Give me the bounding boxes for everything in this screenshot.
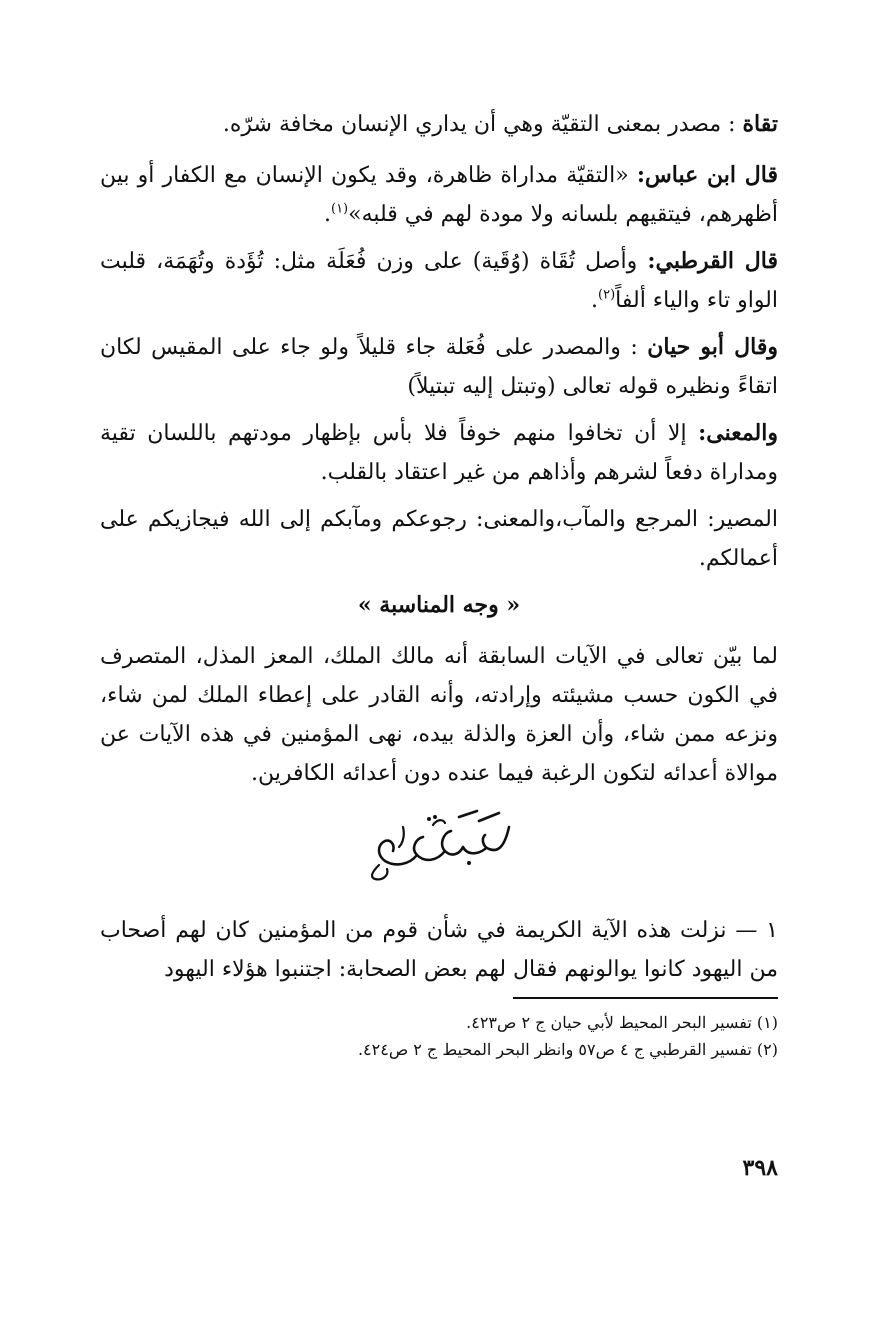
- footnote-ref-2: (٢): [598, 287, 616, 303]
- page-number: ٣٩٨: [742, 1155, 778, 1181]
- quote-qurtubi: [100, 242, 778, 320]
- quote-ibn-abbas: [100, 156, 778, 234]
- quote-abu-hayyan-text: : والمصدر على فُعَلة جاء قليلاً ولو جاء على المقيس لكان اتقاءً ونظيره قوله تعالى (وتبتل إليه تبتيلاً): [100, 335, 778, 399]
- footnote-divider: [513, 997, 778, 999]
- quote-ibn-abbas-end: .: [323, 202, 331, 227]
- term-tuqat: تقاة: [742, 111, 778, 137]
- nuzul-paragraph: ١ — نزلت هذه الآية الكريمة في شأن قوم من المؤمنين كان لهم أصحاب من اليهود كانوا يوالونهم فقال لهم بعض الصحابة: اجتنبوا هؤلاء اليهود: [100, 918, 778, 982]
- footnote-2: (٢) تفسير القرطبي ج ٤ ص٥٧ وانظر البحر المحيط ج ٢ ص٤٢٤.: [357, 1040, 778, 1059]
- term-meaning: والمعنى:: [698, 420, 778, 446]
- definition-masir-text: : المرجع والمآب،والمعنى: رجوعكم ومآبكم إلى الله فيجازيكم على أعمالكم.: [100, 507, 778, 571]
- quote-ibn-abbas-text: «التقيّة مداراة ظاهرة، وقد يكون الإنسان مع الكفار أو بين أظهرهم، فيتقيهم بلسانه ولا مودة لهم في قلبه»: [100, 163, 778, 227]
- footnote-1: (١) تفسير البحر المحيط لأبي حيان ج ٢ ص٤٢٣.: [466, 1013, 778, 1032]
- footnotes: [100, 1009, 778, 1063]
- term-qurtubi: قال القرطبي:: [647, 248, 779, 274]
- meaning-text: إلا أن تخافوا منهم خوفاً فلا بأس بإظهار مودتهم باللسان تقية ومداراة دفعاً لشرهم وأذاهم من غير اعتقاد بالقلب.: [100, 421, 778, 485]
- footnote-ref-1: (١): [330, 201, 349, 217]
- munasaba-paragraph: لما بيّن تعالى في الآيات السابقة أنه مالك الملك، المعز المذل، المتصرف في الكون حسب مشيئته وإرادته، وأنه القادر على إعطاء الملك لمن شاء، ونزعه ممن شاء، وأن العزة والذلة بيده، نهى المؤمنين في هذه الآيات عن موالاة أعدائه لتكون الرغبة فيما عنده دون أعدائه الكافرين.: [100, 644, 778, 786]
- term-masir: المصير: [714, 507, 778, 532]
- quote-abu-hayyan: [100, 328, 778, 406]
- definition-tuqat: [100, 105, 778, 144]
- term-ibn-abbas: قال ابن عباس:: [636, 162, 778, 188]
- definition-masir: [100, 500, 778, 578]
- definition-tuqat-text: : مصدر بمعنى التقيّة وهي أن يداري الإنسان مخافة شرّه.: [222, 112, 736, 137]
- term-abu-hayyan: وقال أبو حيان: [647, 334, 778, 360]
- section-heading: « وجه المناسبة »: [357, 592, 521, 618]
- calligraphy-title-graphic: [359, 805, 519, 885]
- calligraphy-heading: [100, 805, 778, 897]
- quote-qurtubi-text: وأصل تُقَاة (وُقَية) على وزن فُعَلَة مثل: تُؤَدة وتُهَمَة، قلبت الواو تاء والياء ألفاً: [100, 249, 778, 313]
- meaning-paragraph: [100, 414, 778, 492]
- page-body: [100, 105, 778, 1063]
- quote-qurtubi-end: .: [591, 288, 599, 313]
